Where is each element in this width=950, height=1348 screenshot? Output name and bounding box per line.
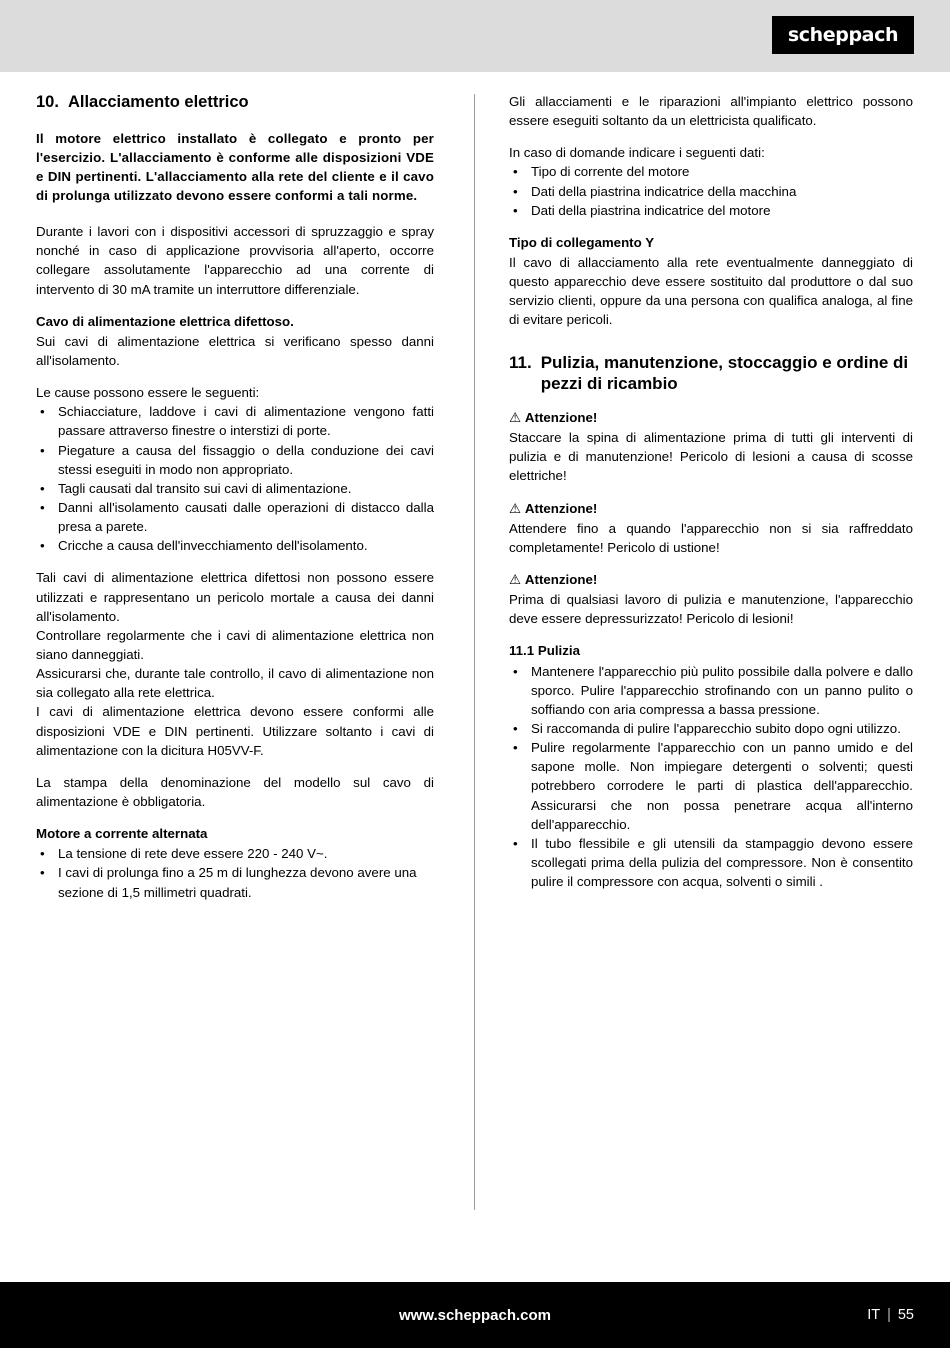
paragraph-regular-check: Controllare regolarmente che i cavi di alimentazione elettrica non siano danneggiati. xyxy=(36,627,434,662)
section-heading-11 xyxy=(509,352,913,395)
section-heading-10 xyxy=(36,92,434,113)
subheading-connection-type-y: Tipo di collegamento Y xyxy=(509,234,655,250)
column-divider xyxy=(474,94,475,1210)
list-item: • Danni all'isolamento causati dalle operazioni di distacco dalla presa a parete. xyxy=(36,498,434,536)
list-required-data xyxy=(509,162,913,219)
right-column xyxy=(509,92,913,1258)
footer-page-number: 55 xyxy=(897,1307,914,1323)
warning-triangle-icon: ⚠ xyxy=(509,572,521,588)
list-item: • Il tubo flessibile e gli utensili da stampaggio devono essere scollegati prima della pulizia del compressore. Non è consentito pulire il compressore con acqua, solventi o simili . xyxy=(509,834,913,891)
list-item: • Dati della piastrina indicatrice del motore xyxy=(509,201,913,220)
paragraph-warning-2: Attendere fino a quando l'apparecchio non si sia raffreddato completamente! Pericolo di ustione! xyxy=(509,520,913,555)
subheading-defective-cable: Cavo di alimentazione elettrica difettoso. xyxy=(36,313,294,329)
paragraph-qualified-electrician: Gli allacciamenti e le riparazioni all'impianto elettrico possono essere eseguiti soltanto da un elettricista qualificato. xyxy=(509,94,913,129)
paragraph-disconnect-check: Assicurarsi che, durante tale controllo, il cavo di alimentazione non sia collegato alla rete elettrica. xyxy=(36,666,434,701)
subheading-cleaning: 11.1 Pulizia xyxy=(509,643,580,659)
paragraph-model-print: La stampa della denominazione del modello sul cavo di alimentazione è obbligatoria. xyxy=(36,774,434,809)
page-footer xyxy=(0,1282,950,1348)
list-cleaning xyxy=(509,662,913,892)
paragraph-warning-3: Prima di qualsiasi lavoro di pulizia e manutenzione, l'apparecchio deve essere depressurizzato! Pericolo di lesioni! xyxy=(509,592,913,627)
list-item: • Si raccomanda di pulire l'apparecchio subito dopo ogni utilizzo. xyxy=(509,719,913,738)
warning-label: Attenzione! xyxy=(524,500,598,516)
paragraph-causes-intro: Le cause possono essere le seguenti: xyxy=(36,385,260,401)
scheppach-logo xyxy=(772,16,914,54)
list-item: • Tagli causati dal transito sui cavi di alimentazione. xyxy=(36,479,434,498)
footer-page-indicator xyxy=(867,1307,914,1323)
warning-heading-3 xyxy=(509,570,913,589)
paragraph-vde-din: I cavi di alimentazione elettrica devono essere conformi alle disposizioni VDE e DIN pertinenti. Utilizzare soltanto i cavi di alimentazione con la dicitura H05VV-F. xyxy=(36,704,434,758)
section-number: 10. xyxy=(36,93,59,111)
paragraph-insulation-damage: Sui cavi di alimentazione elettrica si verificano spesso danni all'isolamento. xyxy=(36,333,434,369)
section-title-text: Pulizia, manutenzione, stoccaggio e ordine di pezzi di ricambio xyxy=(540,352,909,393)
paragraph-connection-type-y: Il cavo di allacciamento alla rete eventualmente danneggiato di questo apparecchio deve essere sostituito dal produttore o dal suo servizio clienti, oppure da una persona con qualifica analoga, al fine di evitare pericoli. xyxy=(509,254,913,328)
warning-triangle-icon: ⚠ xyxy=(509,410,521,426)
paragraph-warning-1: Staccare la spina di alimentazione prima di tutti gli interventi di pulizia e di manutenzione! Pericolo di lesioni a causa di scosse elettriche! xyxy=(509,430,913,484)
section-number: 11. xyxy=(509,352,532,372)
paragraph-defective-cables-danger: Tali cavi di alimentazione elettrica difettosi non possono essere utilizzati e rappresentano un pericolo mortale a causa dei danni all'isolamento. xyxy=(36,570,434,624)
footer-language-code: IT xyxy=(867,1307,881,1323)
list-item: • Piegature a causa del fissaggio o della conduzione dei cavi stessi eseguiti in modo non appropriato. xyxy=(36,441,434,479)
section-title-text: Allacciamento elettrico xyxy=(67,93,249,111)
warning-heading-2 xyxy=(509,499,913,518)
page-content xyxy=(0,92,950,1258)
logo-text: scheppach xyxy=(787,24,899,46)
list-item: • Tipo di corrente del motore xyxy=(509,162,913,181)
warning-label: Attenzione! xyxy=(524,572,598,588)
list-item: • Dati della piastrina indicatrice della macchina xyxy=(509,182,913,201)
warning-label: Attenzione! xyxy=(524,410,598,426)
list-item: • Pulire regolarmente l'apparecchio con un panno umido e del sapone molle. Non impiegare detergenti o solventi; questi potrebbero corrodere le parti di plastica dell'apparecchio. Assicurarsi che non possa penetrare acqua all'interno dell'apparecchio. xyxy=(509,738,913,834)
list-item: • La tensione di rete deve essere 220 - 240 V~. xyxy=(36,844,434,863)
paragraph-spray-use: Durante i lavori con i dispositivi accessori di spruzzaggio e spray nonché in caso di applicazione provvisoria all'aperto, occorre collegare assolutamente l'apparecchio ad una corrente di intervento di 30 mA tramite un interruttore differenziale. xyxy=(36,224,434,297)
page-header xyxy=(0,0,950,72)
list-item: • Mantenere l'apparecchio più pulito possibile dalla polvere e dallo sporco. Pulire l'apparecchio strofinando con un panno pulito o soffiando con aria compressa a bassa pressione. xyxy=(509,662,913,719)
paragraph-data-intro: In caso di domande indicare i seguenti dati: xyxy=(509,145,765,161)
left-column xyxy=(36,92,440,1258)
two-column-layout xyxy=(36,92,914,1258)
warning-heading-1 xyxy=(509,408,913,427)
list-item: • I cavi di prolunga fino a 25 m di lunghezza devono avere una sezione di 1,5 millimetri quadrati. xyxy=(36,863,434,901)
subheading-ac-motor: Motore a corrente alternata xyxy=(36,826,208,842)
list-ac-motor xyxy=(36,844,434,901)
paragraph-motor-lead: Il motore elettrico installato è collegato e pronto per l'esercizio. L'allacciamento è conforme alle disposizioni VDE e DIN pertinenti. L'allacciamento alla rete del cliente e il cavo di prolunga utilizzato devono essere conformi a tali norme. xyxy=(36,130,434,204)
list-item: • Cricche a causa dell'invecchiamento dell'isolamento. xyxy=(36,536,434,555)
warning-triangle-icon: ⚠ xyxy=(509,500,521,516)
footer-separator: | xyxy=(887,1307,891,1323)
list-causes xyxy=(36,402,434,555)
list-item: • Schiacciature, laddove i cavi di alimentazione vengono fatti passare attraverso finestre o interstizi di porte. xyxy=(36,402,434,440)
footer-website-link[interactable]: www.scheppach.com xyxy=(399,1306,551,1324)
